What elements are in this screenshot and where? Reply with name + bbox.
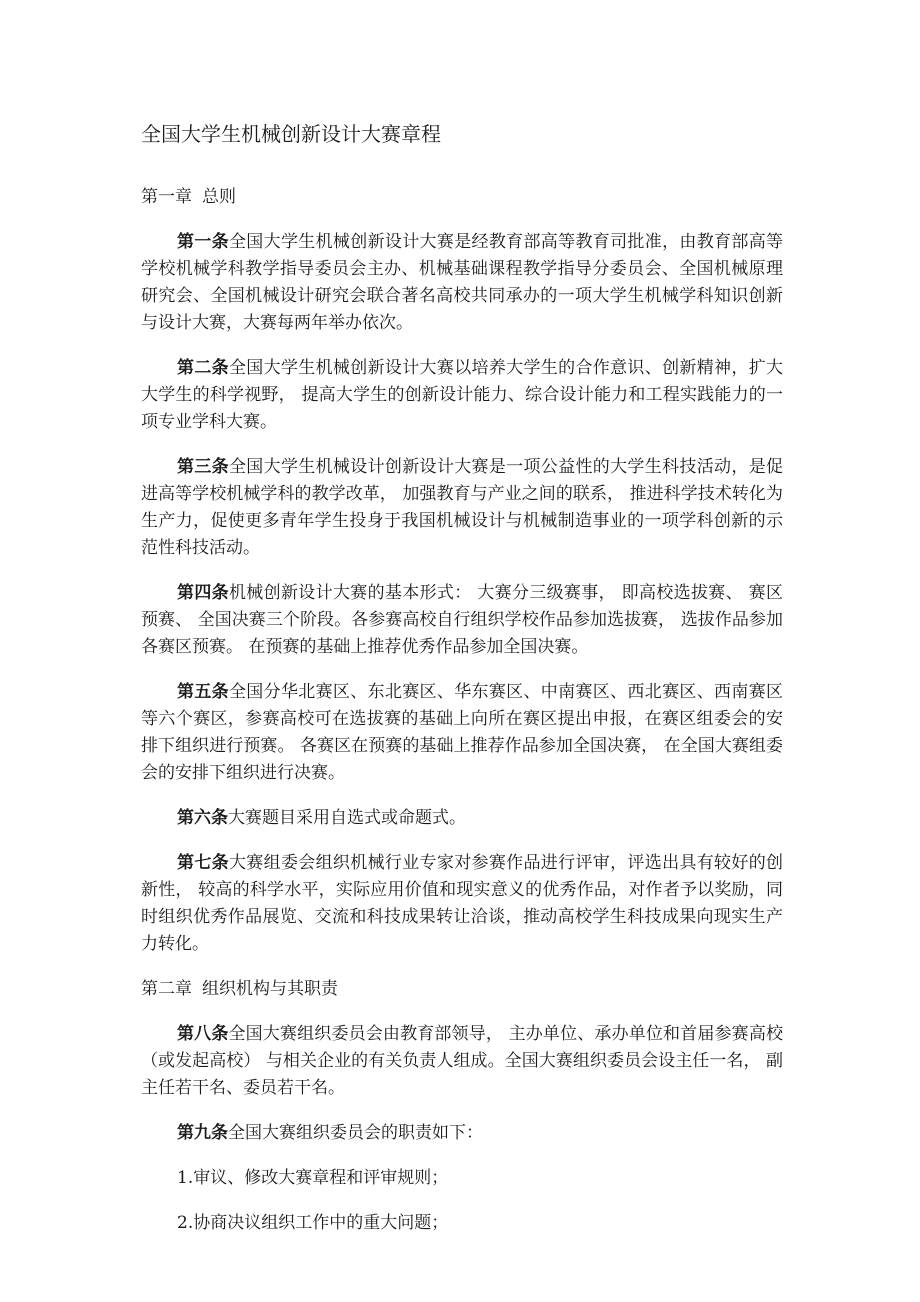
- article-text: 大赛组委会组织机械行业专家对参赛作品进行评审，评选出具有较好的创新性， 较高的科学水平，实际应用价值和现实意义的优秀作品，对作者予以奖励，同时组织优秀作品展览、交流和科技成果转让洽谈，推动高校学生科技成果向现实生产力转化。: [141, 853, 784, 954]
- article-label: 第三条: [177, 457, 229, 477]
- chapter-number: 第一章: [141, 187, 192, 207]
- chapter-number: 第二章: [141, 979, 192, 999]
- article-text: 全国大赛组织委员会由教育部领导， 主办单位、承办单位和首届参赛高校 （或发起高校） 与相关企业的有关负责人组成。全国大赛组织委员会设主任一名， 副主任若干名、委员若干名。: [141, 1024, 784, 1098]
- duty-item-2: 2.协商决议组织工作中的重大问题；: [177, 1213, 449, 1233]
- article-label: 第二条: [177, 358, 229, 378]
- article-5: [141, 679, 783, 787]
- duty-item-1: 1.审议、修改大赛章程和评审规则；: [177, 1168, 449, 1188]
- article-label: 第五条: [177, 682, 229, 702]
- article-label: 第六条: [177, 808, 228, 828]
- article-text: 机械创新设计大赛的基本形式： 大赛分三级赛事， 即高校选拔赛、 赛区预赛、 全国决赛三个阶段。各参赛高校自行组织学校作品参加选拔赛， 选拔作品参加各赛区预赛。 在预赛的基础上推荐优秀作品参加全国决赛。: [141, 583, 783, 657]
- document-title: 全国大学生机械创新设计大赛章程: [141, 122, 441, 146]
- chapter-name: 组织机构与其职责: [202, 979, 338, 999]
- article-text: 全国大学生机械设计创新设计大赛是一项公益性的大学生科技活动，是促进高等学校机械学科的教学改革， 加强教育与产业之间的联系， 推进科学技术转化为生产力，促使更多青年学生投身于我国机械设计与机械制造事业的一项学科创新的示范性科技活动。: [141, 457, 784, 558]
- article-8: [141, 1021, 783, 1102]
- chapter-name: 总则: [202, 187, 236, 207]
- article-text: 全国分华北赛区、东北赛区、华东赛区、中南赛区、西北赛区、西南赛区等六个赛区，参赛高校可在选拔赛的基础上向所在赛区提出申报，在赛区组委会的安排下组织进行预赛。 各赛区在预赛的基础上推荐作品参加全国决赛， 在全国大赛组委会的安排下组织进行决赛。: [141, 682, 784, 783]
- article-label: 第七条: [177, 853, 229, 873]
- article-text: 全国大学生机械创新设计大赛以培养大学生的合作意识、创新精神，扩大大学生的科学视野， 提高大学生的创新设计能力、综合设计能力和工程实践能力的一项专业学科大赛。: [141, 358, 784, 432]
- article-label: 第一条: [177, 232, 229, 252]
- article-text: 全国大学生机械创新设计大赛是经教育部高等教育司批准，由教育部高等学校机械学科教学指导委员会主办、机械基础课程教学指导分委员会、全国机械原理研究会、全国机械设计研究会联合著名高校共同承办的一项大学生机械学科知识创新与设计大赛，大赛每两年举办依次。: [141, 232, 784, 333]
- chapter-heading-2: [141, 976, 783, 1003]
- document-body: [141, 120, 783, 1255]
- article-1: [141, 229, 783, 337]
- article-6: [141, 805, 783, 832]
- article-7: [141, 850, 783, 958]
- article-label: 第九条: [177, 1123, 228, 1143]
- article-text: 全国大赛组织委员会的职责如下：: [228, 1123, 483, 1143]
- article-text: 大赛题目采用自选式或命题式。: [228, 808, 466, 828]
- article-3: [141, 454, 783, 562]
- article-label: 第四条: [177, 583, 229, 603]
- article-label: 第八条: [177, 1024, 229, 1044]
- article-9: [141, 1120, 783, 1147]
- article-4: [141, 580, 783, 661]
- chapter-heading-1: [141, 184, 783, 211]
- article-2: [141, 355, 783, 436]
